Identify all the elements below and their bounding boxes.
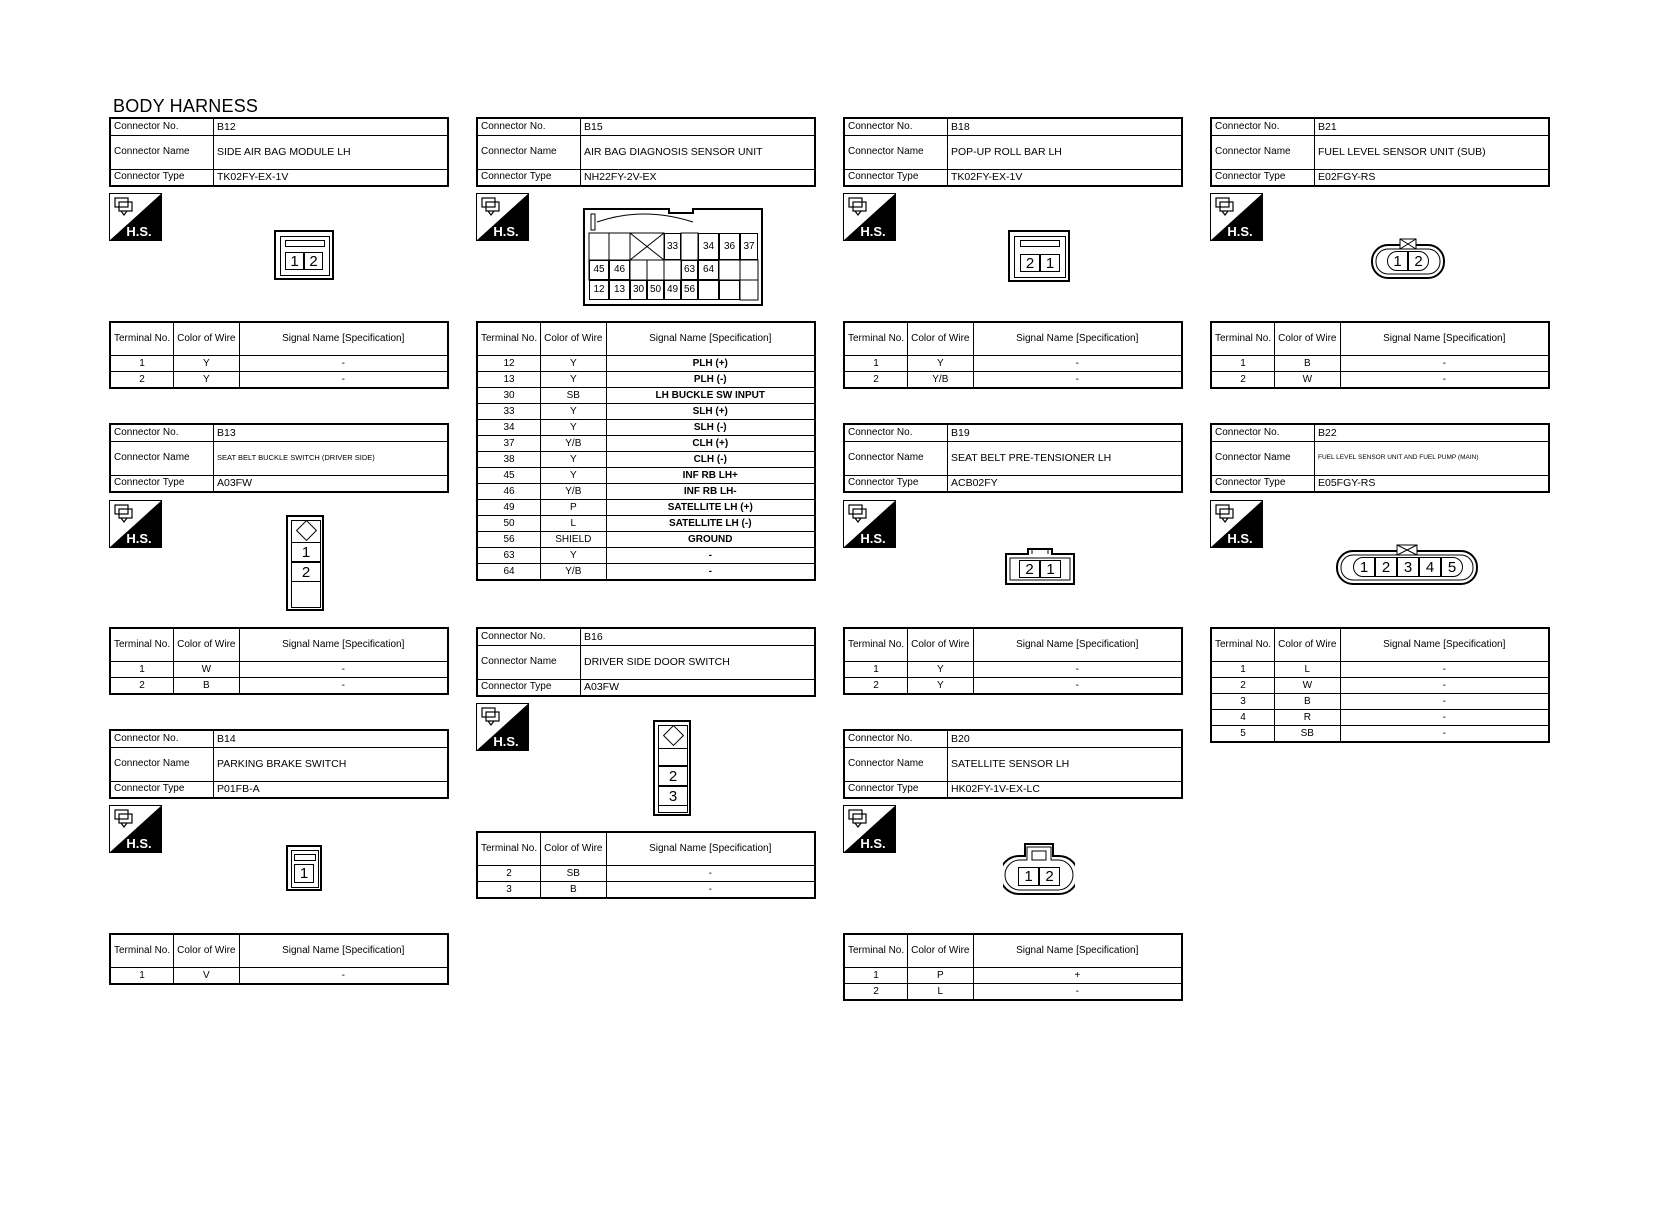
table-row: 30 SB LH BUCKLE SW INPUT	[477, 388, 815, 404]
connector-header-b19: Connector No. B19 Connector Name SEAT BELT PRE-TENSIONER LH Connector Type ACB02FY	[843, 423, 1183, 493]
connector-name-label: Connector Name	[110, 441, 214, 475]
pin-cell: 3	[658, 786, 688, 806]
pin-cell: 1	[1387, 251, 1408, 271]
connector-name-value: FUEL LEVEL SENSOR UNIT AND FUEL PUMP (MAIN)	[1315, 441, 1550, 475]
table-row: 2 W -	[1211, 372, 1549, 389]
pin-cell: 34	[698, 233, 719, 260]
pin-cell-empty	[719, 280, 740, 300]
table-row: 1 B -	[1211, 356, 1549, 372]
connector-name-value: PARKING BRAKE SWITCH	[214, 747, 449, 781]
connector-name-value: SEAT BELT BUCKLE SWITCH (DRIVER SIDE)	[214, 441, 449, 475]
connector-type-value: A03FW	[581, 679, 816, 696]
connector-no-value: B18	[948, 118, 1183, 135]
table-row: 2 Y -	[110, 372, 448, 389]
pin-cell: 30	[630, 280, 647, 300]
connector-type-value: NH22FY-2V-EX	[581, 169, 816, 186]
connector-no-value: B19	[948, 424, 1183, 441]
connector-no-value: B14	[214, 730, 449, 747]
connector-no-value: B16	[581, 628, 816, 645]
hs-label: H.S.	[126, 224, 152, 239]
pin-cell: 12	[589, 280, 609, 300]
terminal-table-b21: Terminal No. Color of Wire Signal Name [Specification] 1 B - 2 W -	[1210, 321, 1550, 389]
terminal-table-b13: Terminal No. Color of Wire Signal Name [Specification] 1 W - 2 B -	[109, 627, 449, 695]
connector-header-b16: Connector No. B16 Connector Name DRIVER SIDE DOOR SWITCH Connector Type A03FW	[476, 627, 816, 697]
signal-header: Signal Name [Specification]	[239, 322, 448, 356]
connector-type-value: TK02FY-EX-1V	[214, 169, 449, 186]
pin-cell: 2	[304, 252, 323, 270]
connector-face-b22	[1335, 544, 1479, 586]
connector-header-b15: Connector No. B15 Connector Name AIR BAG DIAGNOSIS SENSOR UNIT Connector Type NH22FY-2V-EX	[476, 117, 816, 187]
pin-cell: 2	[291, 562, 321, 582]
table-row: 1 P +	[844, 968, 1182, 984]
connector-no-value: B13	[214, 424, 449, 441]
connector-no-label: Connector No.	[110, 424, 214, 441]
pin-cell: 46	[609, 260, 630, 280]
connector-face-b21	[1370, 238, 1446, 280]
connector-face-b19	[1004, 548, 1076, 586]
table-row: 50 L SATELLITE LH (-)	[477, 516, 815, 532]
terminal-no-header: Terminal No.	[110, 322, 174, 356]
pin-cell: 4	[1419, 557, 1441, 577]
pin-cell: 36	[719, 233, 740, 260]
connector-name-value: AIR BAG DIAGNOSIS SENSOR UNIT	[581, 135, 816, 169]
terminal-table-b16: Terminal No. Color of Wire Signal Name [Specification] 2 SB - 3 B -	[476, 831, 816, 899]
table-row: 49 P SATELLITE LH (+)	[477, 500, 815, 516]
pin-cell: 37	[740, 233, 758, 260]
pin-cell: 2	[658, 766, 688, 786]
pin-cell: 2	[1019, 560, 1040, 578]
connector-name-value: DRIVER SIDE DOOR SWITCH	[581, 645, 816, 679]
terminal-table-b14: Terminal No. Color of Wire Signal Name [Specification] 1 V -	[109, 933, 449, 985]
hs-icon	[843, 805, 896, 853]
table-row: 12 Y PLH (+)	[477, 356, 815, 372]
connector-type-value: A03FW	[214, 475, 449, 492]
svg-text:H.S.: H.S.	[126, 531, 152, 546]
table-row: 5 SB -	[1211, 726, 1549, 743]
connector-no-value: B12	[214, 118, 449, 135]
table-row: 2 L -	[844, 984, 1182, 1001]
table-row: 56 SHIELD GROUND	[477, 532, 815, 548]
connector-name-value: POP-UP ROLL BAR LH	[948, 135, 1183, 169]
connector-no-label: Connector No.	[110, 118, 214, 135]
connector-type-value: TK02FY-EX-1V	[948, 169, 1183, 186]
table-row: 34 Y SLH (-)	[477, 420, 815, 436]
pin-cell: 63	[681, 260, 698, 280]
terminal-table-b20: Terminal No. Color of Wire Signal Name [Specification] 1 P + 2 L -	[843, 933, 1183, 1001]
connector-name-value: FUEL LEVEL SENSOR UNIT (SUB)	[1315, 135, 1550, 169]
hs-icon	[1210, 500, 1263, 548]
svg-text:H.S.: H.S.	[493, 734, 519, 749]
table-row: 2 SB -	[477, 866, 815, 882]
pin-cell: 45	[589, 260, 609, 280]
terminal-table-b19: Terminal No. Color of Wire Signal Name [Specification] 1 Y - 2 Y -	[843, 627, 1183, 695]
table-row: 46 Y/B INF RB LH-	[477, 484, 815, 500]
pin-cell: 2	[1375, 557, 1397, 577]
connector-type-label: Connector Type	[110, 475, 214, 492]
table-row: 13 Y PLH (-)	[477, 372, 815, 388]
connector-header-b22: Connector No. B22 Connector Name FUEL LEVEL SENSOR UNIT AND FUEL PUMP (MAIN) Connector Type E05FGY-RS	[1210, 423, 1550, 493]
connector-face-b13	[286, 515, 324, 611]
pin-cell-empty	[658, 748, 688, 766]
connector-face-b14	[286, 845, 322, 891]
color-header: Color of Wire	[174, 322, 239, 356]
pin-cell: 1	[1018, 867, 1039, 886]
connector-face-b20	[1003, 842, 1075, 896]
connector-type-value: ACB02FY	[948, 475, 1183, 492]
svg-text:H.S.: H.S.	[860, 224, 886, 239]
svg-text:H.S.: H.S.	[860, 836, 886, 851]
hs-icon	[843, 193, 896, 241]
connector-no-value: B20	[948, 730, 1183, 747]
pin-cell: 3	[1397, 557, 1419, 577]
connector-face-b16	[653, 720, 691, 816]
pin-cell: 2	[1408, 251, 1429, 271]
connector-no-value: B22	[1315, 424, 1550, 441]
pin-cell: 56	[681, 280, 698, 300]
connector-type-value: HK02FY-1V-EX-LC	[948, 781, 1183, 798]
table-row: 33 Y SLH (+)	[477, 404, 815, 420]
hs-icon	[1210, 193, 1263, 241]
connector-name-value: SEAT BELT PRE-TENSIONER LH	[948, 441, 1183, 475]
pin-cell: 5	[1441, 557, 1463, 577]
table-row: 4 R -	[1211, 710, 1549, 726]
connector-face-b18	[1008, 230, 1070, 282]
svg-text:H.S.: H.S.	[493, 224, 519, 239]
connector-type-value: E05FGY-RS	[1315, 475, 1550, 492]
pin-cell: 1	[294, 864, 314, 883]
terminal-table-b18: Terminal No. Color of Wire Signal Name [Specification] 1 Y - 2 Y/B -	[843, 321, 1183, 389]
hs-icon	[109, 193, 162, 241]
connector-header-b12	[109, 117, 449, 187]
table-row: 1 V -	[110, 968, 448, 985]
svg-text:H.S.: H.S.	[126, 836, 152, 851]
hs-icon	[843, 500, 896, 548]
pin-cell: 33	[664, 233, 681, 260]
pin-cell: 64	[698, 260, 719, 280]
terminal-table-b22: Terminal No. Color of Wire Signal Name [Specification] 1 L - 2 W - 3 B - 4 R - 5 SB -	[1210, 627, 1550, 743]
table-row: 2 Y/B -	[844, 372, 1182, 389]
pin-cell: 1	[1040, 560, 1061, 578]
svg-text:H.S.: H.S.	[1227, 531, 1253, 546]
pin-cell: 2	[1020, 254, 1040, 272]
pin-cell-empty	[698, 280, 719, 300]
table-row: 45 Y INF RB LH+	[477, 468, 815, 484]
pin-cell: 1	[285, 252, 304, 270]
table-row: 64 Y/B -	[477, 564, 815, 581]
connector-header-b20: Connector No. B20 Connector Name SATELLITE SENSOR LH Connector Type HK02FY-1V-EX-LC	[843, 729, 1183, 799]
table-row: 3 B -	[477, 882, 815, 899]
terminal-table-b15: Terminal No. Color of Wire Signal Name [Specification] 12 Y PLH (+) 13 Y PLH (-) 30 SB LH BUCKLE SW INPUT 33 Y SLH (+) 34 Y SLH (-) 37 Y/B CLH (+) 38 Y CLH (-) 45 Y INF RB LH+ 46 Y/B INF RB LH- 49 P SATELLITE LH (+) 50 L SATELLITE LH (-) 56 SHIELD GROUND 63 Y - 64 Y/B -	[476, 321, 816, 581]
pin-cell: 50	[647, 280, 664, 300]
table-row: 1 Y -	[844, 662, 1182, 678]
pin-cell: 13	[609, 280, 630, 300]
pin-cell: 49	[664, 280, 681, 300]
table-row: 38 Y CLH (-)	[477, 452, 815, 468]
connector-face-b12	[274, 230, 334, 280]
connector-header-b13	[109, 423, 449, 493]
pin-cell: 1	[1353, 557, 1375, 577]
table-row: 37 Y/B CLH (+)	[477, 436, 815, 452]
connector-type-value: P01FB-A	[214, 781, 449, 798]
table-row: 2 Y -	[844, 678, 1182, 695]
table-row: 1 W -	[110, 662, 448, 678]
pin-cell: 1	[1040, 254, 1060, 272]
connector-no-value: B21	[1315, 118, 1550, 135]
connector-type-label: Connector Type	[110, 169, 214, 186]
hs-icon	[476, 193, 529, 241]
table-row: 2 B -	[110, 678, 448, 695]
pin-cell: 2	[1039, 867, 1060, 886]
connector-face-b15	[583, 208, 763, 306]
hs-icon	[109, 500, 162, 548]
table-row: 2 W -	[1211, 678, 1549, 694]
connector-header-b18: Connector No. B18 Connector Name POP-UP ROLL BAR LH Connector Type TK02FY-EX-1V	[843, 117, 1183, 187]
connector-no-value: B15	[581, 118, 816, 135]
connector-name-value: SIDE AIR BAG MODULE LH	[214, 135, 449, 169]
connector-name-value: SATELLITE SENSOR LH	[948, 747, 1183, 781]
connector-header-b21: Connector No. B21 Connector Name FUEL LEVEL SENSOR UNIT (SUB) Connector Type E02FGY-RS	[1210, 117, 1550, 187]
table-row: 1 L -	[1211, 662, 1549, 678]
table-row: 3 B -	[1211, 694, 1549, 710]
pin-cell: 1	[291, 542, 321, 562]
terminal-table-b12	[109, 321, 449, 389]
connector-name-label: Connector Name	[110, 135, 214, 169]
table-row: 1 Y -	[844, 356, 1182, 372]
hs-icon	[109, 805, 162, 853]
svg-text:H.S.: H.S.	[1227, 224, 1253, 239]
page-title: BODY HARNESS	[113, 96, 259, 116]
svg-text:H.S.: H.S.	[860, 531, 886, 546]
table-row: 1 Y -	[110, 356, 448, 372]
table-row: 63 Y -	[477, 548, 815, 564]
hs-icon	[476, 703, 529, 751]
connector-type-value: E02FGY-RS	[1315, 169, 1550, 186]
connector-header-b14: Connector No. B14 Connector Name PARKING BRAKE SWITCH Connector Type P01FB-A	[109, 729, 449, 799]
